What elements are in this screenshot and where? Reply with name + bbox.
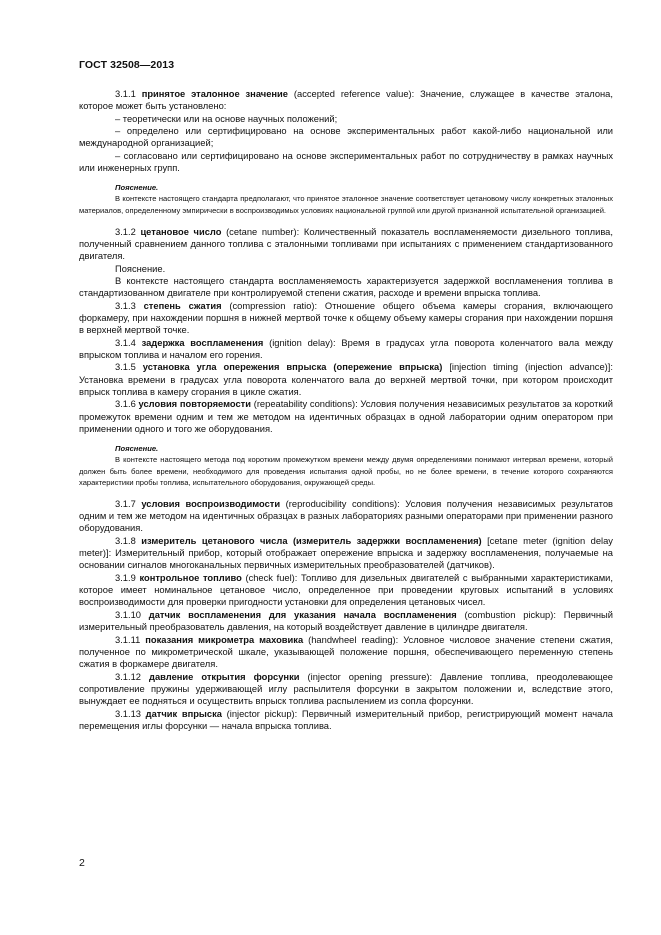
list-item: – теоретически или на основе научных положений;: [115, 113, 338, 124]
term: давление открытия форсунки: [149, 671, 300, 682]
clause-number: 3.1.7: [115, 498, 136, 509]
term: степень сжатия: [143, 300, 222, 311]
definition-text: (compression ratio): Отношение общего объема камеры сгорания, включающего форкамеру, при нахождении поршня в нижней мертвой точке к общему объему камеры сгорания при нахождении поршня в верхней мертвой точке.: [79, 300, 613, 336]
clause-number: 3.1.4: [115, 337, 136, 348]
note-text: В контексте настоящего метода под коротким промежутком времени между двумя определениями понимают интервал времени, который должен быть более времени, необходимого для проведения испытания одной пробы, но не более времени, в течение которого сохраняются характеристики пробы топлива, испытательного оборудования, окружающей среды.: [79, 455, 613, 487]
definition-text: [cetane meter (ignition delay meter)]: Измерительный прибор, который отображает опережение впрыска и задержку воспламенения, получаемые на основании сигналов многоканальных первичных измерительных преобразователей (датчиков).: [79, 535, 613, 571]
definition-3-1-6: [79, 398, 613, 435]
term: контрольное топливо: [139, 572, 242, 583]
note-heading: Пояснение.: [115, 183, 159, 193]
definition-text: (repeatability conditions): Условия получения независимых результатов за короткий промежуток времени одним и тем же методом на идентичных образцах в одной лаборатории одним оператором при применении одного и того же оборудования.: [79, 399, 613, 435]
term: датчик впрыска: [145, 708, 222, 719]
definition-3-1-9: [79, 572, 613, 609]
clause-number: 3.1.9: [115, 572, 136, 583]
term: датчик воспламенения для указания начала воспламенения: [148, 609, 457, 620]
clause-number: 3.1.8: [115, 535, 136, 546]
definition-3-1-13: [79, 708, 613, 733]
term: цетановое число: [140, 226, 222, 237]
definition-3-1-8: [79, 535, 613, 572]
term: условия воспроизводимости: [141, 498, 281, 509]
explanation-text: В контексте настоящего стандарта воспламеняемость характеризуется задержкой воспламенения топлива в стандартизованном двигателе при контролируемой степени сжатия, расходе и времени впрыска топлива.: [79, 275, 613, 299]
definition-text: (injector pickup): Первичный измерительный прибор, регистрирующий момент начала перемещения иглы форсунки — начала впрыска топлива.: [79, 708, 613, 731]
explanation-heading: Пояснение.: [115, 263, 166, 274]
clause-number: 3.1.3: [115, 300, 136, 311]
term: задержка воспламенения: [141, 337, 264, 348]
term: показания микрометра маховика: [145, 634, 304, 645]
document-header: ГОСТ 32508—2013: [79, 59, 175, 71]
clause-number: 3.1.1: [115, 89, 136, 99]
definition-text: (injector opening pressure): Давление топлива, преодолевающее сопротивление пружины удерживающей иглу распылителя форсунки в закрытом положении и, вследствие этого, вынуждает ее подняться и осуществить впрыск топлива распылением из сопла форсунки.: [79, 671, 614, 707]
definition-text: (combustion pickup): Первичный измерительный преобразователь давления, на который воздействует давление в цилиндре двигателя.: [79, 609, 613, 633]
definition-text: [injection timing (injection advance)]: Установка времени в градусах угла поворота коленчатого вала до верхней мертвой точки, при котором происходит впрыск топлива в камеру сгорания в цикле сжатия.: [79, 362, 613, 398]
clause-number: 3.1.6: [115, 399, 136, 410]
definition-text: (cetane number): Количественный показатель воспламеняемости дизельного топлива, полученный сравнением данного топлива с эталонными топливами при испытаниях с применением стандартизованного двигателя.: [79, 226, 613, 262]
clause-number: 3.1.10: [115, 609, 141, 620]
page-number: 2: [79, 857, 85, 869]
list-item: – определено или сертифицировано на основе экспериментальных работ какой-либо национальной или международной организацией;: [79, 126, 613, 149]
definition-3-1-5: [79, 361, 613, 398]
document-body: [79, 88, 613, 732]
clause-number: 3.1.2: [115, 226, 136, 237]
definition-text: (ignition delay): Время в градусах угла поворота коленчатого вала между впрыском топлива и началом его горения.: [79, 337, 613, 361]
term: условия повторяемости: [138, 399, 251, 410]
definition-text: (handwheel reading): Условное числовое значение степени сжатия, полученное по микрометрической шкале, указывающей положение поршня, обеспечивающего переменную степень сжатия в форкамере двигателя.: [79, 634, 613, 670]
note-heading: Пояснение.: [115, 444, 159, 454]
clause-number: 3.1.11: [115, 634, 141, 645]
term: принятое эталонное значение: [141, 89, 288, 99]
clause-number: 3.1.5: [115, 362, 136, 373]
note-text: В контексте настоящего стандарта предполагают, что принятое эталонное значение соответствует цетановому числу конкретных эталонных материалов, определенному эмпирически в воспроизводимых условиях национальной группой или другой признанной испытательной организацией.: [79, 194, 613, 215]
definition-3-1-4: [79, 337, 613, 362]
definition-text: (accepted reference value): Значение, служащее в качестве эталона, которое может быть установлено:: [79, 89, 613, 112]
definition-3-1-12: [79, 671, 613, 708]
definition-text: (check fuel): Топливо для дизельных двигателей с выбранными характеристиками, которое имеет номинальное цетановое число, определенное при проведении круговых испытаний в условиях воспроизводимости для проверки пригодности установки для определения цетановых чисел.: [79, 572, 613, 608]
term: установка угла опережения впрыска (опережение впрыска): [142, 362, 443, 373]
definition-3-1-10: [79, 609, 613, 634]
list-item: – согласовано или сертифицировано на основе экспериментальных работ по сотрудничеству в рамках научных или инженерных групп.: [79, 150, 613, 174]
definition-3-1-7: [79, 498, 613, 535]
definition-text: (reproducibility conditions): Условия получения независимых результатов одним и тем же методом на идентичных образцах в разных лабораториях разными операторами при применении разного оборудования.: [79, 498, 613, 534]
clause-number: 3.1.12: [115, 671, 141, 682]
definition-3-1-11: [79, 634, 613, 671]
term: измеритель цетанового числа (измеритель задержки воспламенения): [141, 535, 482, 546]
definition-3-1-2: [79, 226, 613, 263]
clause-number: 3.1.13: [115, 708, 141, 719]
definition-3-1-1: [79, 88, 613, 113]
definition-3-1-3: [79, 300, 613, 337]
